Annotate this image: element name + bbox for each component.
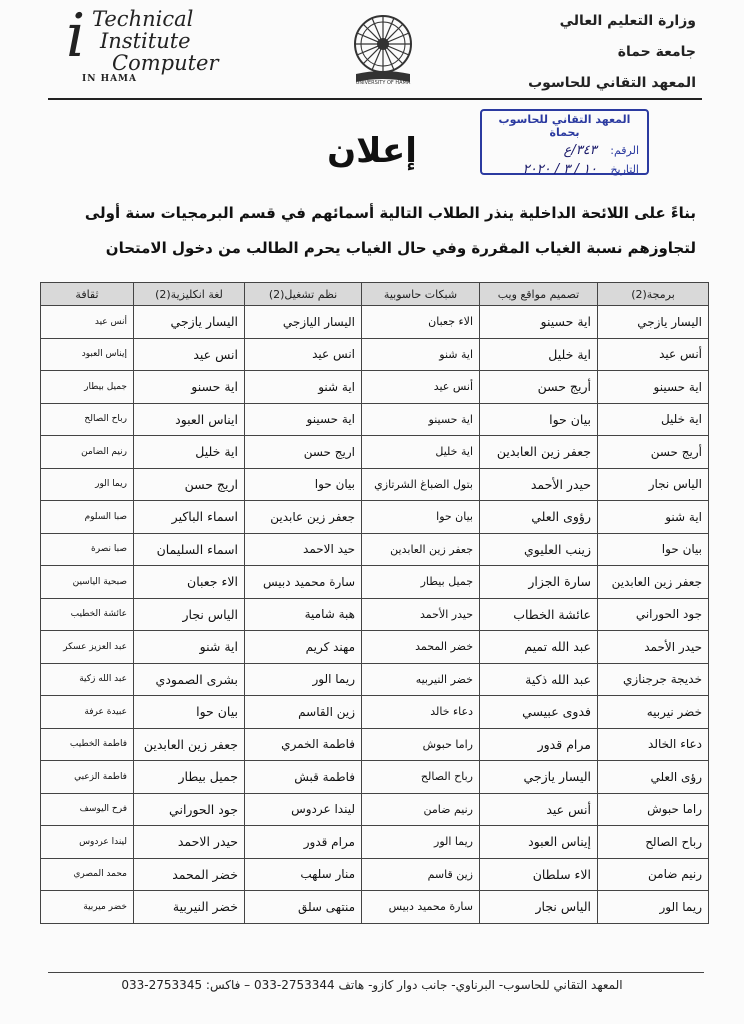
table-row — [41, 728, 709, 761]
table-cell: فدوى عبيسي — [480, 696, 598, 729]
table-cell: ايناس العبود — [134, 403, 245, 436]
table-cell: ريما الور — [362, 826, 480, 859]
table-header-row — [41, 283, 709, 306]
footer-divider — [48, 972, 704, 973]
table-cell: الاء سلطان — [480, 858, 598, 891]
table-cell: بيان حوا — [480, 403, 598, 436]
table-cell: جعفر زين العابدين — [480, 436, 598, 469]
table-cell: عائشة الخطاب — [480, 598, 598, 631]
table-row — [41, 858, 709, 891]
table-cell: اية شنو — [362, 338, 480, 371]
table-cell: ريما الور — [598, 891, 709, 924]
table-cell: جميل بيطار — [134, 761, 245, 794]
table-cell: خضر ميربية — [41, 891, 134, 924]
stamp-date-label: التاريخ — [610, 163, 639, 176]
table-row — [41, 826, 709, 859]
table-cell: الياس نجار — [134, 598, 245, 631]
table-cell: صبحية الياسين — [41, 566, 134, 599]
announcement-text: بناءً على اللائحة الداخلية ينذر الطلاب التالية أسمائهم في قسم البرمجيات سنة أولى لتجاوزهم نسبة الغياب المقررة وفي حال الغياب يحرم الطالب من دخول الامتحان — [84, 204, 696, 257]
table-cell: فاطمة الخمري — [245, 728, 362, 761]
table-row — [41, 566, 709, 599]
table-cell: ليندا عردوس — [41, 826, 134, 859]
table-cell: انس عيد — [134, 338, 245, 371]
table-cell: عبد الله تميم — [480, 631, 598, 664]
table-cell: اية خليل — [480, 338, 598, 371]
table-cell: جميل بيطار — [362, 566, 480, 599]
university-name: جامعة حماة — [617, 44, 696, 60]
table-cell: عائشة الخطيب — [41, 598, 134, 631]
table-cell: جود الحوراني — [134, 793, 245, 826]
table-row — [41, 306, 709, 339]
table-cell: زين قاسم — [362, 858, 480, 891]
institute-logo — [78, 8, 238, 84]
column-header: نظم تشغيل(2) — [245, 283, 362, 306]
table-cell: الاء جعبان — [362, 306, 480, 339]
institute-name: المعهد التقاني للحاسوب — [528, 75, 696, 91]
table-cell: خضر المحمد — [362, 631, 480, 664]
table-row — [41, 338, 709, 371]
table-cell: بتول الضباغ الشرتازي — [362, 468, 480, 501]
table-cell: محمد المصري — [41, 858, 134, 891]
table-cell: عبيدة عرفة — [41, 696, 134, 729]
table-cell: أنس عيد — [598, 338, 709, 371]
table-cell: هبة شامية — [245, 598, 362, 631]
table-cell: رنيم ضامن — [598, 858, 709, 891]
table-cell: حيد الاحمد — [245, 533, 362, 566]
column-header: لغة انكليزية(2) — [134, 283, 245, 306]
table-row — [41, 631, 709, 664]
table-cell: سارة محميد دبيس — [245, 566, 362, 599]
table-cell: راما حبوش — [362, 728, 480, 761]
column-header: تصميم مواقع ويب — [480, 283, 598, 306]
table-cell: خضر النيربيه — [362, 663, 480, 696]
table-cell: اية حسينو — [245, 403, 362, 436]
table-cell: ريما الور — [245, 663, 362, 696]
table-cell: سارة الجزار — [480, 566, 598, 599]
table-row — [41, 793, 709, 826]
table-cell: دعاء خالد — [362, 696, 480, 729]
table-row — [41, 598, 709, 631]
table-cell: رؤوى العلي — [480, 501, 598, 534]
logo-line: Technical — [92, 7, 194, 31]
table-cell: مرام قدور — [480, 728, 598, 761]
table-cell: اية حسينو — [598, 371, 709, 404]
table-cell: أنس عيد — [362, 371, 480, 404]
column-header: شبكات حاسوبية — [362, 283, 480, 306]
table-cell: جعفر زين العابدين — [134, 728, 245, 761]
table-cell: اليسار يازجي — [598, 306, 709, 339]
table-cell: فاطمة الزعبي — [41, 761, 134, 794]
table-cell: أريج حسن — [598, 436, 709, 469]
table-cell: دعاء الخالد — [598, 728, 709, 761]
table-body — [41, 306, 709, 924]
table-cell: اليسار اليازجي — [245, 306, 362, 339]
table-cell: جود الحوراني — [598, 598, 709, 631]
table-cell: إيناس العبود — [41, 338, 134, 371]
table-cell: اية خليل — [598, 403, 709, 436]
table-cell: اية حسينو — [480, 306, 598, 339]
table-cell: رنيم ضامن — [362, 793, 480, 826]
table-cell: صبا نصرة — [41, 533, 134, 566]
table-cell: خضر نيربيه — [598, 696, 709, 729]
table-cell: خضر النيربية — [134, 891, 245, 924]
stamp-ref-value: ٣٤٣/ع — [563, 143, 597, 158]
table-row — [41, 663, 709, 696]
logo-line: Computer — [112, 51, 219, 75]
table-cell: حيدر الأحمد — [598, 631, 709, 664]
ministry-name: وزارة التعليم العالي — [559, 13, 696, 29]
table-row — [41, 533, 709, 566]
table-cell: اسماء الباكير — [134, 501, 245, 534]
table-cell: رباح الصالح — [598, 826, 709, 859]
table-cell: اريج حسن — [134, 468, 245, 501]
letterhead-right — [528, 6, 696, 99]
table-row — [41, 761, 709, 794]
table-cell: أنس عيد — [480, 793, 598, 826]
header-divider — [48, 98, 702, 100]
table-cell: مهند كريم — [245, 631, 362, 664]
table-cell: اليسار يازجي — [480, 761, 598, 794]
table-cell: اسماء السليمان — [134, 533, 245, 566]
table-cell: اية شنو — [134, 631, 245, 664]
table-cell: رباح الصالح — [41, 403, 134, 436]
table-cell: الاء جعبان — [134, 566, 245, 599]
page-title: إعلان — [327, 131, 417, 171]
table-cell: اليسار يازجي — [134, 306, 245, 339]
table-cell: زينب العليوي — [480, 533, 598, 566]
table-cell: عبد الله زكية — [41, 663, 134, 696]
table-cell: جعفر زين العابدين — [362, 533, 480, 566]
table-cell: اية شنو — [245, 371, 362, 404]
table-cell: رباح الصالح — [362, 761, 480, 794]
table-cell: جعفر زين العابدين — [598, 566, 709, 599]
table-cell: فاطمة الخطيب — [41, 728, 134, 761]
table-cell: خديجة جرجنازي — [598, 663, 709, 696]
table-cell: عبد الله ذكية — [480, 663, 598, 696]
logo-line: Institute — [100, 29, 191, 53]
column-header: برمجة(2) — [598, 283, 709, 306]
table-cell: صبا السلوم — [41, 501, 134, 534]
table-cell: زين القاسم — [245, 696, 362, 729]
table-cell: راما حبوش — [598, 793, 709, 826]
table-cell: حيدر الأحمد — [480, 468, 598, 501]
table-cell: ريما الور — [41, 468, 134, 501]
table-cell: ليندا عردوس — [245, 793, 362, 826]
table-row — [41, 696, 709, 729]
column-header: ثقافة — [41, 283, 134, 306]
table-cell: بيان حوا — [134, 696, 245, 729]
table-cell: خضر المحمد — [134, 858, 245, 891]
table-cell: جعفر زين عابدين — [245, 501, 362, 534]
table-cell: منتهى سلق — [245, 891, 362, 924]
logo-line: IN HAMA — [82, 74, 138, 84]
table-row — [41, 436, 709, 469]
table-cell: بيان حوا — [362, 501, 480, 534]
table-cell: جميل بيطار — [41, 371, 134, 404]
table-cell: اية خليل — [362, 436, 480, 469]
table-row — [41, 891, 709, 924]
institute-logo-mark: i — [66, 1, 86, 71]
table-cell: انس عيد — [245, 338, 362, 371]
stamp-ref-label: الرقم: — [610, 144, 639, 157]
table-cell: منار سلهب — [245, 858, 362, 891]
table-row — [41, 403, 709, 436]
table-row — [41, 371, 709, 404]
table-cell: سارة محميد دبيس — [362, 891, 480, 924]
table-cell: أريج حسن — [480, 371, 598, 404]
table-cell: اية حسينو — [362, 403, 480, 436]
table-cell: اية خليل — [134, 436, 245, 469]
table-cell: أنس عيد — [41, 306, 134, 339]
table-cell: فرح اليوسف — [41, 793, 134, 826]
table-row — [41, 468, 709, 501]
footer-address: المعهد التقاني للحاسوب- البرناوي- جانب دوار كازو- هاتف 2753344-033 – فاكس: 2753345-033 — [121, 978, 623, 992]
table-cell: الياس نجار — [598, 468, 709, 501]
table-cell: رنيم الضامن — [41, 436, 134, 469]
table-cell: الياس نجار — [480, 891, 598, 924]
university-logo-caption: UNIVERSITY OF HAMA — [355, 80, 411, 86]
stamp-title: المعهد التقاني للحاسوب بحماة — [498, 113, 631, 139]
students-table — [40, 282, 709, 924]
table-cell: حيدر الأحمد — [362, 598, 480, 631]
table-cell: اية حسنو — [134, 371, 245, 404]
table-cell: بيان حوا — [598, 533, 709, 566]
table-cell: اية شنو — [598, 501, 709, 534]
table-cell: عبد العزيز عسكر — [41, 631, 134, 664]
table-cell: حيدر الاحمد — [134, 826, 245, 859]
table-cell: إيناس العبود — [480, 826, 598, 859]
table-cell: اريج حسن — [245, 436, 362, 469]
table-cell: فاطمة قبش — [245, 761, 362, 794]
stamp-date-value: ١٠ / ٣ / ٢٠٢٠ — [522, 162, 597, 177]
table-cell: رؤى العلي — [598, 761, 709, 794]
table-cell: مرام قدور — [245, 826, 362, 859]
table-cell: بشرى الصمودي — [134, 663, 245, 696]
table-cell: بيان حوا — [245, 468, 362, 501]
table-row — [41, 501, 709, 534]
